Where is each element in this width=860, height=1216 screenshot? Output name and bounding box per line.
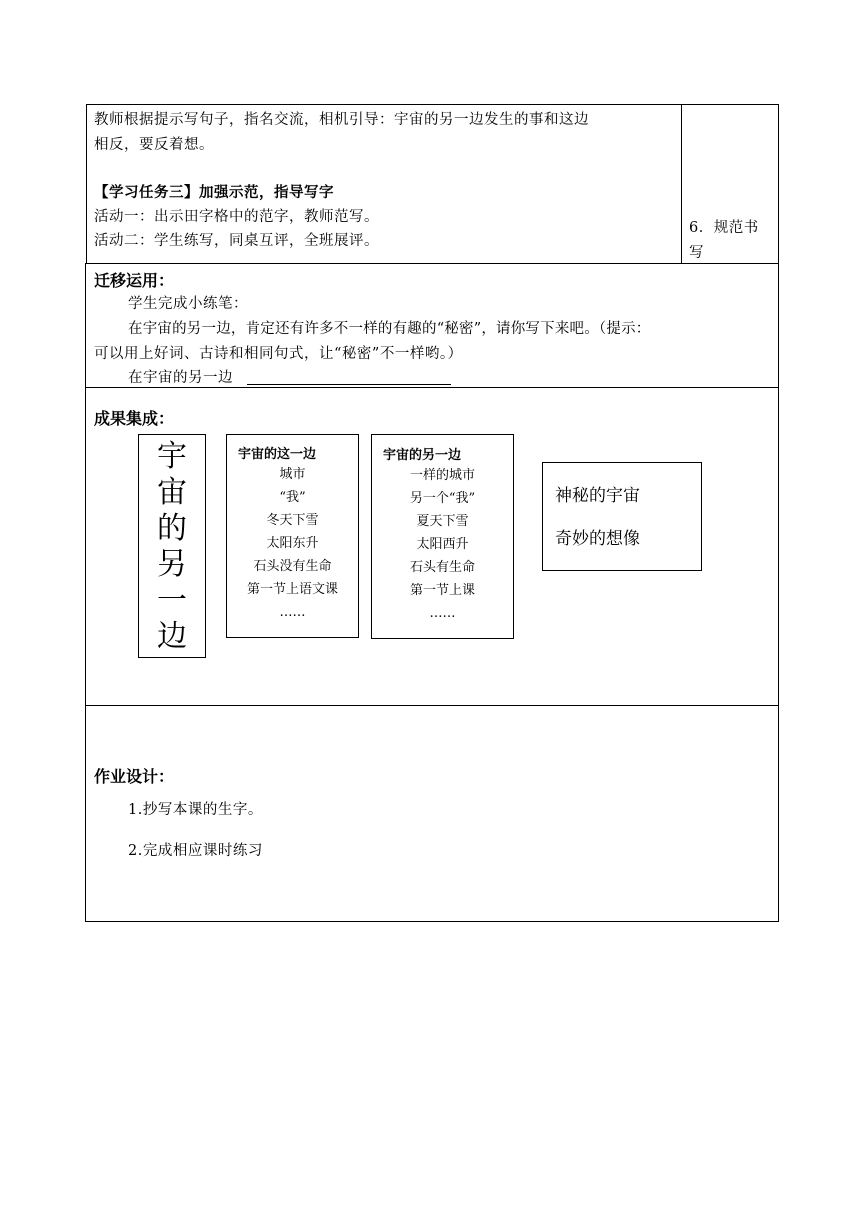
task3-title: 【学习任务三】加强示范，指导写字 — [94, 185, 334, 201]
vertical-title-char: 的 — [157, 511, 187, 546]
table-row-divider-3 — [85, 705, 778, 706]
other-side-box — [371, 434, 514, 639]
summary-box — [542, 462, 702, 571]
this-side-title: 宇宙的这一边 — [238, 447, 317, 462]
transfer-heading: 迁移运用： — [94, 271, 175, 290]
table-border-left-upper — [86, 104, 87, 264]
other-side-item: …… — [429, 606, 456, 621]
other-side-title: 宇宙的另一边 — [383, 448, 462, 463]
transfer-line-1: 学生完成小练笔： — [128, 296, 248, 312]
results-heading: 成果集成： — [94, 409, 175, 428]
this-side-item: “我” — [279, 490, 306, 505]
other-side-item: 夏天下雪 — [416, 514, 469, 529]
table-border-left-lower — [85, 263, 86, 922]
activity-2: 活动二：学生练写，同桌互评，全班展评。 — [94, 233, 379, 249]
vertical-title-box — [138, 434, 206, 658]
homework-item-1: 1.抄写本课的生字。 — [128, 802, 263, 818]
homework-item-2: 2.完成相应课时练习 — [128, 843, 263, 859]
teaching-text-line-2: 相反，要反着想。 — [94, 137, 214, 153]
summary-line-2: 奇妙的想像 — [555, 529, 640, 549]
this-side-box — [226, 434, 359, 638]
this-side-item: 石头没有生命 — [253, 559, 332, 574]
transfer-line-3: 可以用上好词、古诗和相同句式，让“秘密”不一样哟。） — [94, 346, 463, 362]
table-border-top — [86, 104, 778, 105]
other-side-item: 石头有生命 — [409, 560, 475, 575]
teaching-text-line-1: 教师根据提示写句子，指名交流，相机引导：宇宙的另一边发生的事和这边 — [94, 112, 589, 128]
this-side-item: 第一节上语文课 — [246, 582, 338, 597]
table-column-divider — [681, 104, 682, 264]
vertical-title-char: 宇 — [157, 439, 187, 474]
this-side-item: …… — [279, 605, 306, 620]
activity-1: 活动一：出示田字格中的范字，教师范写。 — [94, 209, 379, 225]
this-side-item: 城市 — [279, 467, 306, 482]
vertical-title-char: 宙 — [157, 475, 187, 510]
writing-blank-underline — [247, 384, 451, 385]
transfer-line-4: 在宇宙的另一边 — [128, 370, 233, 386]
transfer-line-2: 在宇宙的另一边，肯定还有许多不一样的有趣的“秘密”，请你写下来吧。（提示： — [128, 321, 651, 337]
homework-heading: 作业设计： — [94, 767, 175, 786]
other-side-item: 一样的城市 — [409, 468, 475, 483]
other-side-item: 第一节上课 — [409, 583, 475, 598]
summary-line-1: 神秘的宇宙 — [555, 486, 640, 506]
side-note: 6．规范书写 — [689, 220, 759, 261]
vertical-title-char: 另 — [157, 547, 187, 582]
table-border-bottom — [85, 921, 778, 922]
this-side-item: 冬天下雪 — [266, 513, 319, 528]
table-border-right — [778, 104, 779, 922]
vertical-title-char: 边 — [157, 619, 187, 654]
table-row-divider-1 — [86, 263, 778, 264]
other-side-item: 太阳西升 — [416, 537, 469, 552]
this-side-item: 太阳东升 — [266, 536, 319, 551]
vertical-title-char: 一 — [157, 583, 187, 618]
other-side-item: 另一个“我” — [409, 491, 476, 506]
